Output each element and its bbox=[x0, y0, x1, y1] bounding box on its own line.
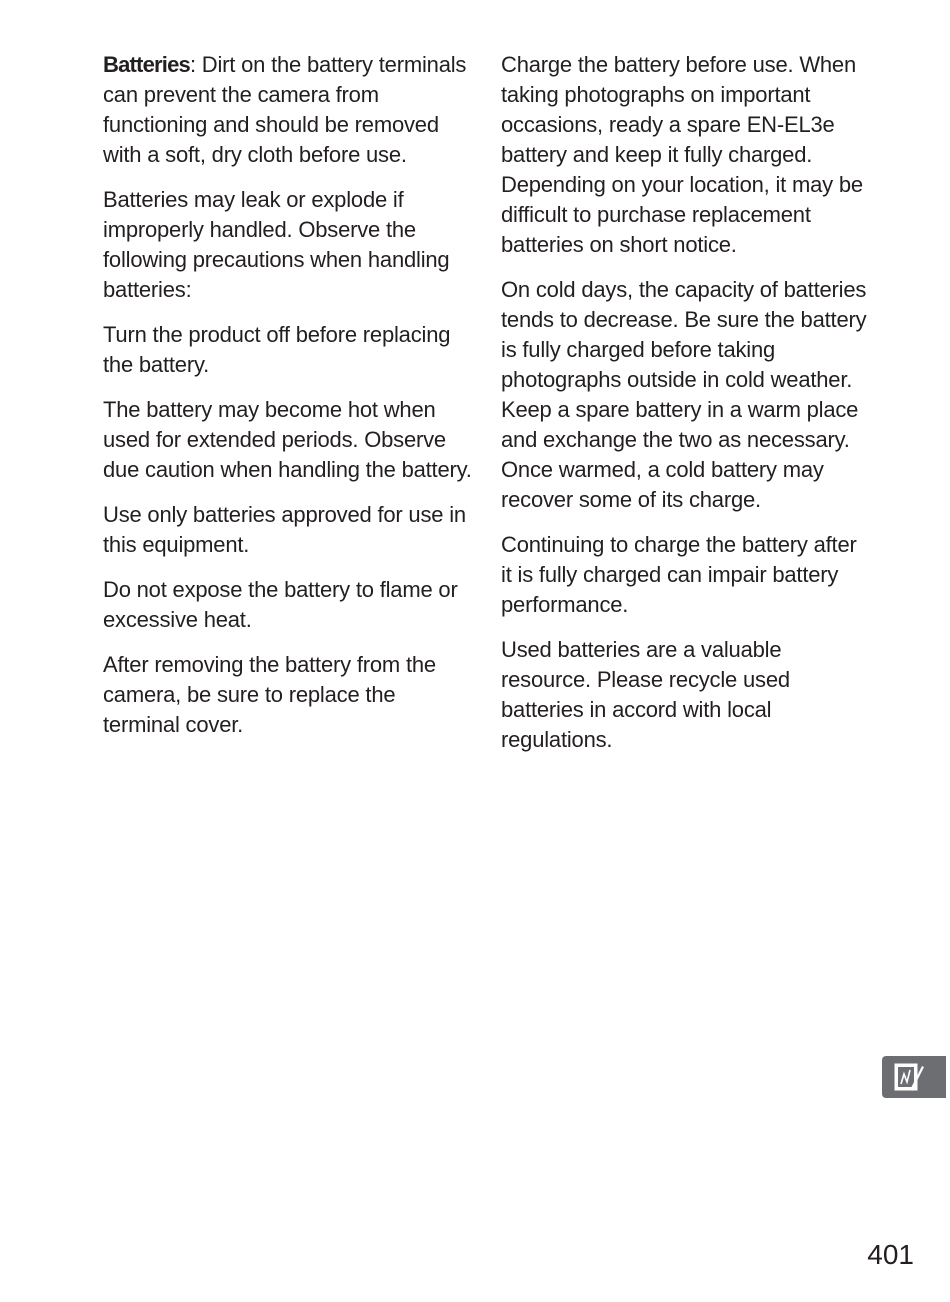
section-tab bbox=[882, 1056, 946, 1098]
paragraph-leak-warning: Batteries may leak or explode if improperly handled. Observe the following precautions when handling batteries: bbox=[103, 187, 450, 302]
paragraph-recycle: Used batteries are a valuable resource. Please recycle used batteries in accord with local regulations. bbox=[501, 637, 790, 752]
paragraph-flame-heat: Do not expose the battery to flame or excessive heat. bbox=[103, 577, 458, 632]
paragraph-text: : Dirt on the battery terminals can prevent the camera from functioning and should be removed with a soft, dry cloth before use. bbox=[103, 52, 467, 167]
paragraph-terminal-cover: After removing the battery from the camera, be sure to replace the terminal cover. bbox=[103, 652, 436, 737]
paragraph-batteries-dirt bbox=[103, 50, 473, 170]
paragraph-approved-batteries: Use only batteries approved for use in this equipment. bbox=[103, 502, 466, 557]
paragraph-lead-batteries: Batteries bbox=[103, 52, 190, 77]
paragraph-charge-before-use: Charge the battery before use. When taking photographs on important occasions, ready a spare EN-EL3e battery and keep it fully charged. Depending on your location, it may be difficult to purchase replacement batteries on short notice. bbox=[501, 52, 863, 257]
right-column bbox=[501, 50, 871, 770]
paragraph-turn-off: Turn the product off before replacing the battery. bbox=[103, 322, 451, 377]
paragraph-overcharging: Continuing to charge the battery after it is fully charged can impair battery performance. bbox=[501, 532, 857, 617]
paragraph-hot-battery: The battery may become hot when used for extended periods. Observe due caution when handling the battery. bbox=[103, 397, 472, 482]
page-number: 401 bbox=[867, 1239, 914, 1270]
paragraph-cold-days: On cold days, the capacity of batteries tends to decrease. Be sure the battery is fully charged before taking photographs outside in cold weather. Keep a spare battery in a warm place and exchange the two as necessary. Once warmed, a cold battery may recover some of its charge. bbox=[501, 277, 867, 512]
left-column bbox=[103, 50, 473, 755]
technical-notes-icon bbox=[893, 1060, 925, 1094]
